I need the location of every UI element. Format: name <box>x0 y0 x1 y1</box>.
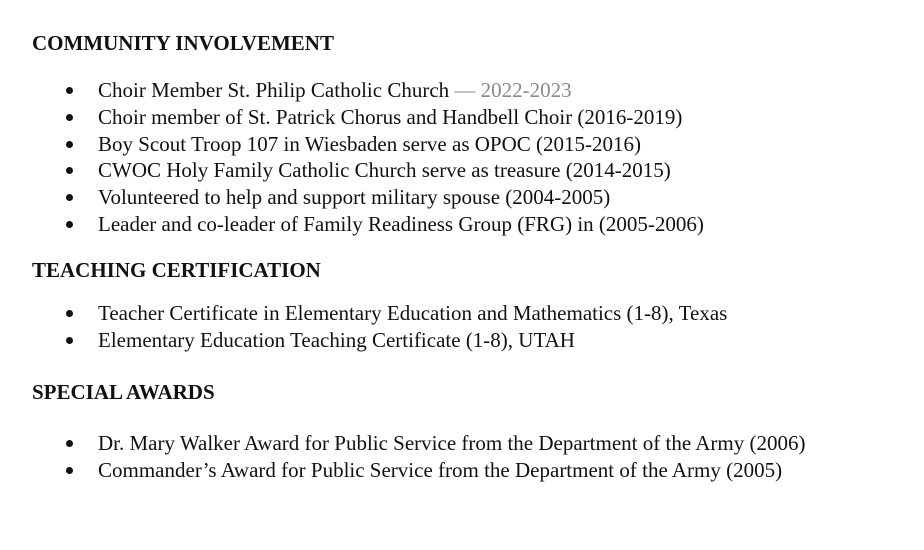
bullet-icon <box>66 221 73 228</box>
community-item-1-text <box>98 77 572 104</box>
bullet-icon <box>66 167 73 174</box>
community-item-6-text: Leader and co-leader of Family Readiness Group (FRG) in (2005-2006) <box>98 211 704 236</box>
award-item-1-text: Dr. Mary Walker Award for Public Service from the Department of the Army (2006) <box>98 431 806 455</box>
bullet-icon <box>66 114 73 121</box>
bullet-icon <box>66 467 73 474</box>
teaching-certification-heading: TEACHING CERTIFICATION <box>32 258 321 282</box>
certification-item-1-text: Teacher Certificate in Elementary Education and Mathematics (1-8), Texas <box>98 301 728 325</box>
community-item-1-main: Choir Member St. Philip Catholic Church <box>98 78 450 102</box>
community-involvement-heading: COMMUNITY INVOLVEMENT <box>32 31 334 55</box>
community-item-5-text: Volunteered to help and support military spouse (2004-2005) <box>98 185 611 210</box>
bullet-icon <box>66 87 73 94</box>
certification-item-2-text: Elementary Education Teaching Certificate (1-8), UTAH <box>98 327 575 352</box>
bullet-icon <box>66 141 73 148</box>
community-item-3-text: Boy Scout Troop 107 in Wiesbaden serve as OPOC (2015-2016) <box>98 131 641 156</box>
bullet-icon <box>66 440 73 447</box>
community-item-4-text: CWOC Holy Family Catholic Church serve as treasure (2014-2015) <box>98 158 671 183</box>
bullet-icon <box>66 337 73 344</box>
bullet-icon <box>66 310 73 317</box>
community-item-2-text: Choir member of St. Patrick Chorus and Handbell Choir (2016-2019) <box>98 104 683 129</box>
special-awards-heading: SPECIAL AWARDS <box>32 380 215 404</box>
community-item-1-date: — 2022-2023 <box>449 78 572 102</box>
award-item-2-text: Commander’s Award for Public Service from the Department of the Army (2005) <box>98 457 783 482</box>
bullet-icon <box>66 194 73 201</box>
